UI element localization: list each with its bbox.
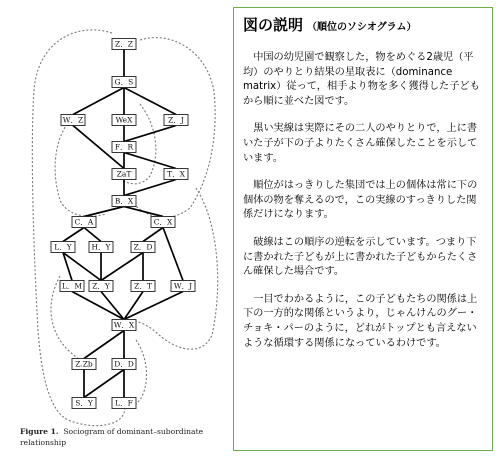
node-ly — [51, 242, 75, 253]
node-label-zz: Z．Z — [115, 39, 133, 49]
edge-bx-cx — [124, 207, 163, 217]
node-label-bx: B．X — [114, 196, 134, 206]
node-wex — [112, 115, 136, 126]
panel-paragraph-1: 中国の幼児園で観察した，物をめぐる2歳児（平均）のやりとり結果の星取表に（dominance matrix）従って，相手より物を多く獲得した子どもから順に並べた図です。 — [243, 52, 480, 107]
panel-title — [243, 16, 485, 37]
node-label-ca: C．A — [74, 217, 94, 227]
node-lf — [112, 398, 136, 409]
node-label-wj: W．J — [173, 281, 193, 291]
node-label-zy: Z．Y — [92, 281, 110, 291]
node-label-zd: Z．D — [133, 242, 153, 252]
node-zat — [112, 169, 136, 180]
edge-lm-wx — [72, 292, 124, 320]
node-zd — [131, 242, 155, 253]
edge-ca-hy — [84, 228, 101, 242]
edge-dd-sy — [84, 370, 124, 398]
node-gs — [112, 77, 136, 88]
diagram-nodes — [51, 39, 195, 409]
panel-subtitle: （順位のソシオグラム） — [307, 22, 417, 33]
explanation-panel — [233, 7, 493, 451]
node-label-zat: ZaT — [116, 169, 132, 179]
node-label-gs: G．S — [114, 77, 134, 87]
node-hy — [89, 242, 113, 253]
node-label-wx: W．X — [113, 320, 135, 330]
node-ca — [72, 217, 96, 228]
figure-caption — [20, 426, 235, 448]
node-wx — [112, 320, 136, 331]
node-zz — [112, 39, 136, 50]
node-label-ly: L．Y — [54, 242, 72, 252]
node-label-wz: W．Z — [62, 115, 84, 125]
node-wz — [61, 115, 85, 126]
node-lm — [60, 281, 84, 292]
edge-gs-zj — [124, 88, 176, 115]
edge-cx-zd — [143, 228, 163, 242]
node-wj — [171, 281, 195, 292]
node-label-zt: Z．T — [134, 281, 152, 291]
node-dd — [112, 359, 136, 370]
node-zj — [164, 115, 188, 126]
panel-paragraph-3: 順位がはっきりした集団では上の個体は常に下の個体の物を奪えるので，この実線のすっきりした関係だけになります。 — [243, 180, 478, 221]
figure-number: Figure 1. — [20, 427, 59, 436]
node-label-zzb: Z.Zb — [75, 359, 93, 369]
edge-gs-wz — [73, 88, 124, 115]
node-zy — [89, 281, 113, 292]
node-label-wex: WeX — [115, 115, 133, 125]
edge-ly-zy — [63, 253, 101, 281]
node-label-sy: S．Y — [75, 398, 93, 408]
figure-caption-text: Sociogram of dominant–subordinate relationship — [20, 427, 204, 447]
node-label-hy: H．Y — [91, 242, 111, 252]
node-label-cx: C．X — [153, 217, 173, 227]
node-fr — [112, 142, 136, 153]
dashed-lower-right-loop — [136, 340, 147, 404]
edge-zd-zy — [101, 253, 143, 281]
edge-wx-zzb — [84, 331, 124, 359]
node-sy — [72, 398, 96, 409]
node-label-zj: Z．J — [168, 115, 184, 125]
node-bx — [112, 196, 136, 207]
node-label-dd: D．D — [114, 359, 134, 369]
node-label-lm: L．M — [61, 281, 83, 291]
node-label-fr: F．R — [114, 142, 134, 152]
edge-tx-bx — [124, 180, 176, 196]
edge-zy-wx — [101, 292, 124, 320]
edge-zj-fr — [124, 126, 176, 142]
edge-ca-ly — [63, 228, 84, 242]
edge-cx-wj — [163, 228, 183, 281]
node-cx — [151, 217, 175, 228]
node-label-tx: T．X — [167, 169, 185, 179]
node-zzb — [72, 359, 96, 370]
node-tx — [164, 169, 188, 180]
node-zt — [131, 281, 155, 292]
node-label-lf: L．F — [115, 398, 133, 408]
dashed-left-inner-loop — [55, 112, 106, 216]
panel-title-text: 図の説明 — [243, 16, 304, 34]
panel-paragraph-2: 黒い実線は実際にその二人のやりとりで，上に書いた子が下の子よりたくさん確保したことを示しています。 — [243, 123, 478, 164]
edge-fr-tx — [124, 153, 176, 169]
panel-paragraph-4: 破線はこの順序の逆転を示しています。つまり下に書かれた子どもが上に書かれた子どもからたくさん確保した場合です。 — [243, 236, 478, 278]
panel-paragraph-5: 一目でわかるように，この子どもたちの関係は上下の一方的な関係というより，じゃんけんのグー・チョキ・パーのように，どれがトップとも言えないような循環する関係になっているわけです。 — [243, 293, 478, 349]
